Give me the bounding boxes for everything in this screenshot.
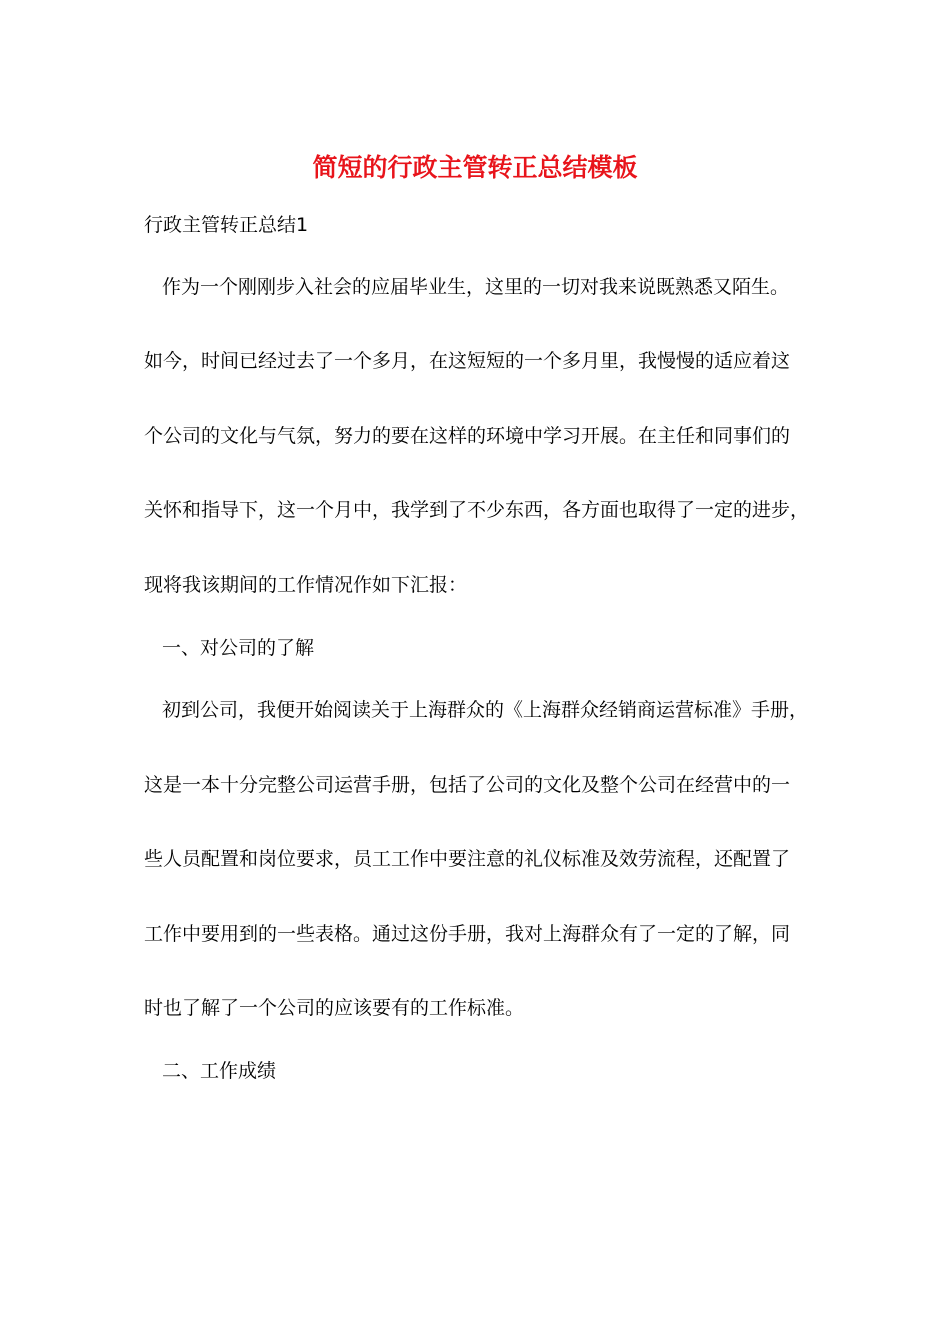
paragraph-line: 关怀和指导下，这一个月中，我学到了不少东西，各方面也取得了一定的进步， (144, 499, 810, 521)
paragraph-line: 工作中要用到的一些表格。通过这份手册，我对上海群众有了一定的了解，同 (144, 923, 791, 945)
section-heading: 二、工作成绩 (162, 1060, 277, 1082)
paragraph-line: 这是一本十分完整公司运营手册，包括了公司的文化及整个公司在经营中的一 (144, 774, 791, 796)
document-title: 简短的行政主管转正总结模板 (312, 153, 638, 182)
paragraph-line: 现将我该期间的工作情况作如下汇报： (144, 574, 468, 596)
section-heading: 行政主管转正总结1 (144, 214, 309, 236)
paragraph-line: 时也了解了一个公司的应该要有的工作标准。 (144, 997, 525, 1019)
paragraph-line: 如今，时间已经过去了一个多月，在这短短的一个多月里，我慢慢的适应着这 (144, 350, 791, 372)
paragraph-line: 作为一个刚刚步入社会的应届毕业生，这里的一切对我来说既熟悉又陌生。 (162, 276, 790, 298)
section-heading: 一、对公司的了解 (162, 637, 315, 659)
paragraph-line: 些人员配置和岗位要求，员工工作中要注意的礼仪标准及效劳流程，还配置了 (144, 848, 791, 870)
paragraph-line: 个公司的文化与气氛，努力的要在这样的环境中学习开展。在主任和同事们的 (144, 425, 791, 447)
paragraph-line: 初到公司，我便开始阅读关于上海群众的《上海群众经销商运营标准》手册， (162, 699, 809, 721)
